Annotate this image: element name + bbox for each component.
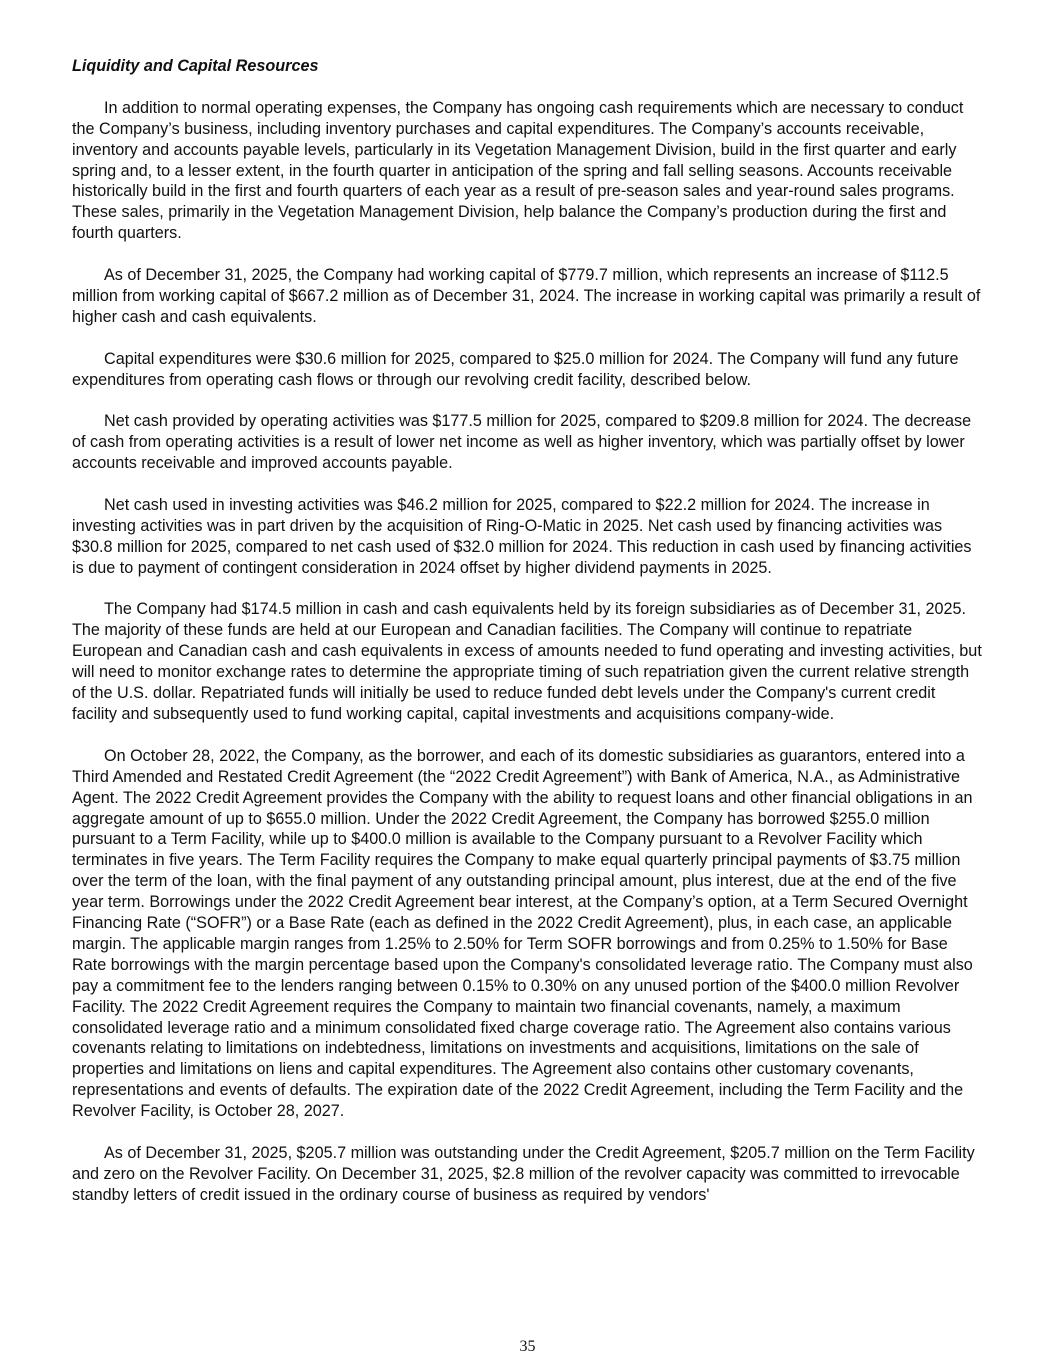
paragraph-outstanding-borrowings: As of December 31, 2025, $205.7 million was outstanding under the Credit Agreement, $205.7 million on the Term Facility and zero on the Revolver Facility. On December 31, 2025, $2.8 million of the revolver capacity was committed to irrevocable standby letters of credit issued in the ordinary course of business as required by vendors': [72, 1144, 975, 1204]
paragraph-capital-expenditures: Capital expenditures were $30.6 million for 2025, compared to $25.0 million for 2024. The Company will fund any future expenditures from operating cash flows or through our revolving credit facility, described below.: [72, 349, 959, 389]
paragraph-operating-cash-requirements: In addition to normal operating expenses, the Company has ongoing cash requirements which are necessary to conduct the Company’s business, including inventory purchases and capital expenditures. The Company’s accounts receivable, inventory and accounts payable levels, particularly in its Vegetation Management Division, build in the first quarter and early spring and, to a lesser extent, in the fourth quarter in anticipation of the spring and fall selling seasons. Accounts receivable historically build in the first and fourth quarters of each year as a result of pre-season sales and year-round sales programs. These sales, primarily in the Vegetation Management Division, help balance the Company’s production during the first and fourth quarters.: [72, 98, 964, 243]
paragraph-working-capital: As of December 31, 2025, the Company had working capital of $779.7 million, which represents an increase of $112.5 million from working capital of $667.2 million as of December 31, 2024. The increase in working capital was primarily a result of higher cash and cash equivalents.: [72, 266, 981, 326]
paragraph-operating-activities: Net cash provided by operating activities was $177.5 million for 2025, compared to $209.8 million for 2024. The decrease of cash from operating activities is a result of lower net income as well as higher inventory, which was partially offset by lower accounts receivable and improved accounts payable.: [72, 412, 972, 473]
document-page: [72, 56, 984, 1206]
paragraph-investing-financing-activities: Net cash used in investing activities was $46.2 million for 2025, compared to $22.2 million for 2024. The increase in investing activities was in part driven by the acquisition of Ring-O-Matic in 2025. Net cash used by financing activities was $30.8 million for 2025, compared to net cash used of $32.0 million for 2024. This reduction in cash used by financing activities is due to payment of contingent consideration in 2024 offset by higher dividend payments in 2025.: [72, 495, 972, 577]
page-number: 35: [519, 1338, 536, 1355]
section-title: Liquidity and Capital Resources: [72, 57, 319, 75]
paragraph-credit-agreement: On October 28, 2022, the Company, as the borrower, and each of its domestic subsidiaries as guarantors, entered into a Third Amended and Restated Credit Agreement (the “2022 Credit Agreement”) with Bank of America, N.A., as Administrative Agent. The 2022 Credit Agreement provides the Company with the ability to request loans and other financial obligations in an aggregate amount of up to $655.0 million. Under the 2022 Credit Agreement, the Company has borrowed $255.0 million pursuant to a Term Facility, while up to $400.0 million is available to the Company pursuant to a Revolver Facility which terminates in five years. The Term Facility requires the Company to make equal quarterly principal payments of $3.75 million over the term of the loan, with the final payment of any outstanding principal amount, plus interest, due at the end of the five year term. Borrowings under the 2022 Credit Agreement bear interest, at the Company’s option, at a Term Secured Overnight Financing Rate (“SOFR”) or a Base Rate (each as defined in the 2022 Credit Agreement), plus, in each case, an applicable margin. The applicable margin ranges from 1.25% to 2.50% for Term SOFR borrowings and from 0.25% to 1.50% for Base Rate borrowings with the margin percentage based upon the Company's consolidated leverage ratio. The Company must also pay a commitment fee to the lenders ranging between 0.15% to 0.30% on any unused portion of the $400.0 million Revolver Facility. The 2022 Credit Agreement requires the Company to maintain two financial covenants, namely, a maximum consolidated leverage ratio and a minimum consolidated fixed charge coverage ratio. The Agreement also contains various covenants relating to limitations on indebtedness, limitations on investments and acquisitions, limitations on the sale of properties and limitations on liens and capital expenditures. The Agreement also contains other customary covenants, representations and events of defaults. The expiration date of the 2022 Credit Agreement, including the Term Facility and the Revolver Facility, is October 28, 2027.: [72, 746, 973, 1121]
paragraph-foreign-cash: The Company had $174.5 million in cash and cash equivalents held by its foreign subsidiaries as of December 31, 2025. The majority of these funds are held at our European and Canadian facilities. The Company will continue to repatriate European and Canadian cash and cash equivalents in excess of amounts needed to fund operating and investing activities, but will need to monitor exchange rates to determine the appropriate timing of such repatriation given the current relative strength of the U.S. dollar. Repatriated funds will initially be used to reduce funded debt levels under the Company's current credit facility and subsequently used to fund working capital, capital investments and acquisitions company-wide.: [72, 600, 982, 723]
